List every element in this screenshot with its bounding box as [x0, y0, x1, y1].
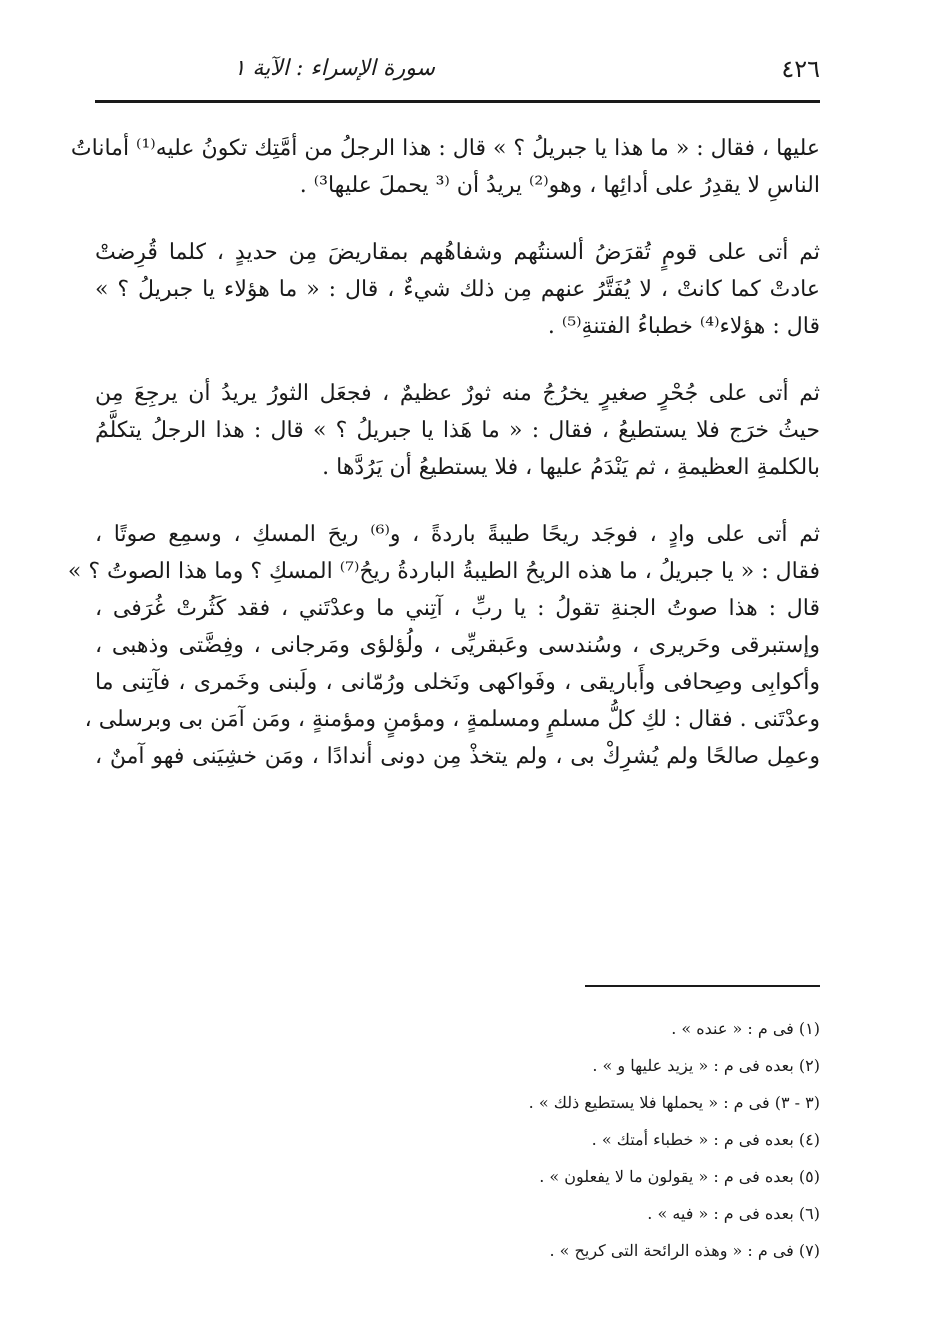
footnote-rule — [585, 985, 820, 987]
text-line: حيثُ خرَج فلا يستطيعُ ، فقال : « ما هَذا يا جبريلُ ؟ » قال : هذا الرجلُ يتكلَّمُ — [95, 418, 820, 443]
text-line: وأكوابِى وصِحافى وأَباريقى ، وفَواكهى ونَخلى ورُمّانى ، ولَبنى وخَمرى ، فآتِنى ما — [95, 670, 820, 695]
footnote: (٧) فى م : « وهذه الرائحة التى كريح » . — [549, 1241, 820, 1260]
text-line: عليها ، فقال : « ما هذا يا جبريلُ ؟ » قال : هذا الرجلُ من أمَّتِك تكونُ عليه⁽¹⁾ أماناتُ — [70, 136, 820, 161]
text-line: فقال : « يا جبريلُ ، ما هذه الريحُ الطيبةُ الباردةُ ريحُ⁽⁷⁾ المسكِ ؟ وما هذا الصوتُ ؟ » — [67, 559, 820, 584]
text-line: الناسِ لا يقدِرُ على أدائِها ، وهو⁽²⁾ يريدُ أن ⁽³ يحملَ عليها³⁾ . — [299, 173, 820, 198]
footnote: (٥) بعده فى م : « يقولون ما لا يفعلون » . — [539, 1167, 820, 1186]
text-line: بالكلمةِ العظيمةِ ، ثم يَنْدَمُ عليها ، فلا يستطيعُ أن يَرُدَّها . — [322, 455, 820, 480]
text-line: ثم أتى على جُحْرٍ صغيرٍ يخرُجُ منه ثورٌ عظيمٌ ، فجعَل الثورُ يريدُ أن يرجِعَ مِن — [95, 381, 820, 406]
footnote: (٦) بعده فى م : « فيه » . — [647, 1204, 820, 1223]
paragraph — [67, 516, 820, 775]
header-rule — [95, 100, 820, 103]
footnote: (٣ - ٣) فى م : « يحملها فلا يستطيع ذلك » . — [528, 1093, 820, 1112]
text-line: عادتْ كما كانتْ ، لا يُفَتَّرُ عنهم مِن ذلك شيءٌ ، قال : « ما هؤلاء يا جبريلُ ؟ » — [95, 277, 820, 302]
footnote: (١) فى م : « عنده » . — [671, 1019, 820, 1038]
paragraph — [95, 234, 820, 345]
text-line: قال : هؤلاء⁽⁴⁾ خطباءُ الفتنةِ⁽⁵⁾ . — [547, 314, 820, 339]
running-title: سورة الإسراء : الآية ١ — [233, 56, 435, 81]
text-line: قال : هذا صوتُ الجنةِ تقولُ : يا ربِّ ، آتِني ما وعدْتَني ، فقد كَثُرتْ غُرَفى ، — [95, 596, 820, 621]
text-line: وعدْتَنى . فقال : لكِ كلُّ مسلمٍ ومسلمةٍ ، ومؤمنٍ ومؤمنةٍ ، ومَن آمَن بى وبرسلى ، — [84, 707, 820, 732]
main-text — [67, 130, 820, 805]
paragraph — [95, 375, 820, 486]
page-header — [95, 52, 820, 92]
text-line: ثم أتى على وادٍ ، فوجَد ريحًا طيبةً باردةً ، و⁽⁶⁾ ريحَ المسكِ ، وسمِع صوتًا ، — [95, 522, 820, 547]
paragraph — [70, 130, 820, 204]
text-line: وعمِل صالحًا ولم يُشرِكْ بى ، ولم يتخذْ مِن دونى أندادًا ، ومَن خشِيَنى فهو آمنٌ ، — [95, 744, 820, 769]
text-line: وإستبرقى وحَريرى ، وسُندسى وعَبقريِّى ، ولُؤلؤى ومَرجانى ، وفِضَّتى وذهبى ، — [95, 633, 820, 658]
footnote: (٢) بعده فى م : « يزيد عليها و » . — [592, 1056, 820, 1075]
footnotes — [95, 1010, 820, 1269]
footnote: (٤) بعده فى م : « خطباء أمتك » . — [591, 1130, 820, 1149]
page-number: ٤٢٦ — [781, 55, 820, 83]
text-line: ثم أتى على قومٍ تُقرَضُ ألسنتُهم وشفاهُهم بمقاريضَ مِن حديدٍ ، كلما قُرِضتْ — [95, 240, 820, 265]
